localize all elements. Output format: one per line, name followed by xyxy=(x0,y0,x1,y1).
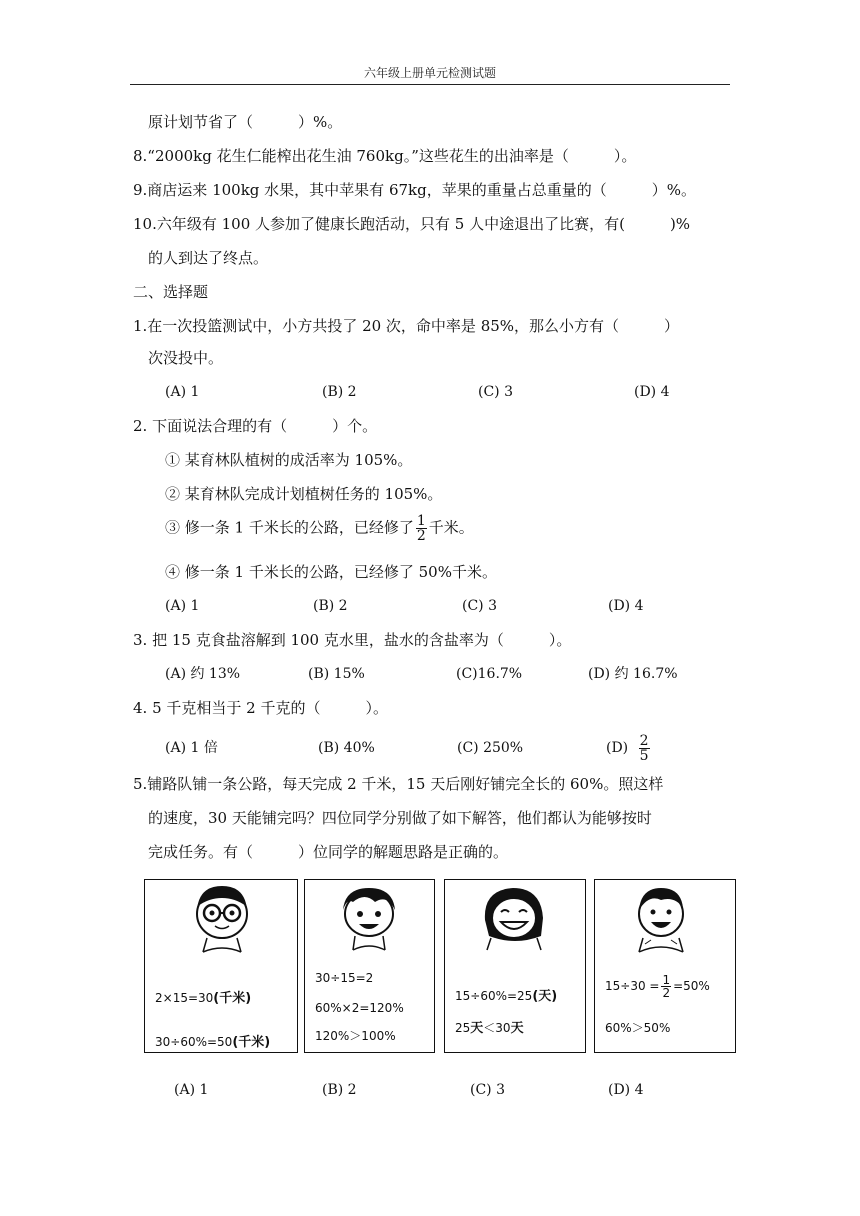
fraction-numerator: 1 xyxy=(662,973,671,987)
q4-option-d xyxy=(606,726,652,770)
card1-unit2: (千米) xyxy=(232,1035,271,1050)
q2s3-text: ③ 修一条 1 千米长的公路，已经修了 xyxy=(165,518,414,537)
mc-q1-line1: 1.在一次投篮测试中，小方共投了 20 次，命中率是 85%，那么小方有（ ） xyxy=(133,317,680,335)
q5-option-a: (A) 1 xyxy=(174,1082,209,1098)
q5-option-c: (C) 3 xyxy=(470,1082,505,1098)
card4-expr: 15÷30 = xyxy=(605,979,660,993)
mc-q1-line2: 次没投中。 xyxy=(148,349,224,367)
q2-option-a: (A) 1 xyxy=(165,598,200,614)
mc-q5-line2: 的速度，30 天能铺完吗？四位同学分别做了如下解答，他们都认为能够按时 xyxy=(148,809,652,827)
fraction-denominator: 5 xyxy=(639,747,649,764)
card4-line1 xyxy=(605,972,710,1000)
q10-text-line1: 10.六年级有 100 人参加了健康长跑活动，只有 5 人中途退出了比赛，有( )% xyxy=(133,215,691,233)
page-header: 六年级上册单元检测试题 xyxy=(363,66,496,80)
boy-glasses-icon xyxy=(145,880,297,960)
header-rule xyxy=(130,84,730,85)
card3-num-a: 25 xyxy=(455,1021,471,1035)
q2-option-d: (D) 4 xyxy=(608,598,644,614)
mc-q2: 2. 下面说法合理的有（ ）个。 xyxy=(133,417,378,435)
student-card-2 xyxy=(304,879,435,1053)
q1-option-d: (D) 4 xyxy=(634,384,670,400)
q4-option-b: (B) 40% xyxy=(318,740,375,756)
card3-num-b: ＜30 xyxy=(483,1021,511,1035)
fraction-numerator: 2 xyxy=(639,732,649,749)
card3-unit1: (天) xyxy=(532,989,558,1004)
q8-text: 8.“2000kg 花生仁能榨出花生油 760kg。”这些花生的出油率是（ ）。 xyxy=(133,147,637,165)
student-card-1 xyxy=(144,879,298,1053)
q2s3-unit: 千米。 xyxy=(428,518,474,537)
q2-statement-3 xyxy=(165,514,474,543)
card3-unit-a: 天 xyxy=(470,1021,484,1036)
card4-line2: 60%＞50% xyxy=(605,1021,671,1035)
mc-q4: 4. 5 千克相当于 2 千克的（ ）。 xyxy=(133,699,388,717)
q2-statement-1: ① 某育林队植树的成活率为 105%。 xyxy=(165,451,413,469)
mc-q5-line1: 5.铺路队铺一条公路，每天完成 2 千米，15 天后刚好铺完全长的 60%。照这样 xyxy=(133,775,664,793)
q9-text: 9.商店运来 100kg 水果，其中苹果有 67kg，苹果的重量占总重量的（ ）%。 xyxy=(133,181,696,199)
fraction-denominator: 2 xyxy=(662,986,671,1000)
fraction-two-fifths xyxy=(639,734,650,763)
mc-q5-line3: 完成任务。有（ ）位同学的解题思路是正确的。 xyxy=(148,843,509,861)
q7-continuation: 原计划节省了（ ）%。 xyxy=(148,113,343,131)
q1-option-a: (A) 1 xyxy=(165,384,200,400)
card1-line2 xyxy=(155,1034,270,1051)
mc-q3: 3. 把 15 克食盐溶解到 100 克水里，盐水的含盐率为（ ）。 xyxy=(133,631,572,649)
card4-result: =50% xyxy=(673,979,710,993)
card2-line2: 60%×2=120% xyxy=(315,1001,404,1015)
card2-line3: 120%＞100% xyxy=(315,1029,396,1043)
boy-laughing-icon xyxy=(445,880,585,960)
boy-grinning-icon xyxy=(595,880,735,960)
card1-expr2: 30÷60%=50 xyxy=(155,1035,233,1049)
card3-expr1: 15÷60%=25 xyxy=(455,989,533,1003)
q1-option-c: (C) 3 xyxy=(478,384,513,400)
q3-option-d: (D) 约 16.7% xyxy=(588,666,678,682)
q5-option-b: (B) 2 xyxy=(322,1082,357,1098)
fraction-one-half xyxy=(416,514,427,543)
student-card-4 xyxy=(594,879,736,1053)
q1-option-b: (B) 2 xyxy=(322,384,357,400)
q2-statement-2: ② 某育林队完成计划植树任务的 105%。 xyxy=(165,485,443,503)
boy-smiling-icon xyxy=(305,880,434,960)
card1-line1 xyxy=(155,990,251,1007)
card2-line1: 30÷15=2 xyxy=(315,971,374,985)
card3-line2 xyxy=(455,1020,524,1037)
q3-option-b: (B) 15% xyxy=(308,666,365,682)
q5-option-d: (D) 4 xyxy=(608,1082,644,1098)
q2-option-b: (B) 2 xyxy=(313,598,348,614)
q3-option-a: (A) 约 13% xyxy=(165,666,241,682)
fraction-numerator: 1 xyxy=(416,513,426,529)
q4-option-d-label: (D) xyxy=(606,740,629,756)
q2-option-c: (C) 3 xyxy=(462,598,497,614)
q4-option-c: (C) 250% xyxy=(457,740,524,756)
fraction-denominator: 2 xyxy=(416,528,426,544)
card1-expr1: 2×15=30 xyxy=(155,991,214,1005)
q3-option-c: (C)16.7% xyxy=(456,666,523,682)
card3-line1 xyxy=(455,988,557,1005)
section-title-choice: 二、选择题 xyxy=(133,283,209,301)
card4-fraction-one-half xyxy=(661,974,671,999)
card3-unit-b: 天 xyxy=(510,1021,524,1036)
q10-text-line2: 的人到达了终点。 xyxy=(148,249,269,267)
q2-statement-4: ④ 修一条 1 千米长的公路，已经修了 50%千米。 xyxy=(165,563,497,581)
q4-option-a: (A) 1 倍 xyxy=(165,740,218,756)
student-card-3 xyxy=(444,879,586,1053)
card1-unit1: (千米) xyxy=(213,991,252,1006)
